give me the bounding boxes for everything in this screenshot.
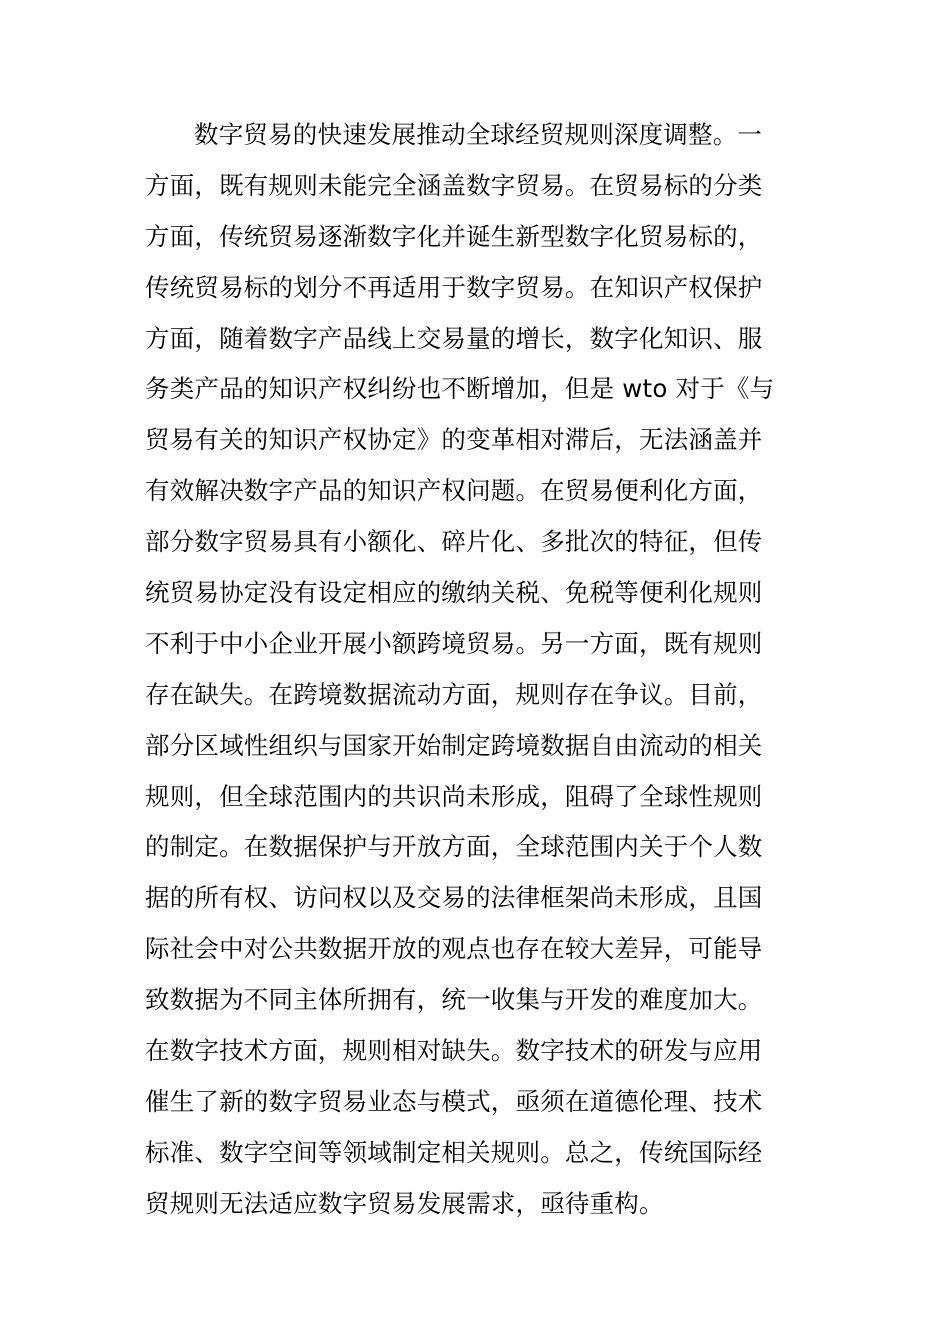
paragraph-line: 方面，既有规则未能完全涵盖数字贸易。在贸易标的分类 — [145, 170, 763, 200]
paragraph-line: 催生了新的数字贸易业态与模式，亟须在道德伦理、技术 — [145, 1086, 763, 1116]
paragraph-line: 规则，但全球范围内的共识尚未形成，阻碍了全球性规则 — [145, 781, 763, 811]
paragraph-line: 部分区域性组织与国家开始制定跨境数据自由流动的相关 — [145, 730, 763, 760]
paragraph-line: 方面，随着数字产品线上交易量的增长，数字化知识、服 — [145, 323, 763, 353]
paragraph-line: 存在缺失。在跨境数据流动方面，规则存在争议。目前， — [145, 679, 763, 709]
paragraph-line: 贸易有关的知识产权协定》的变革相对滞后，无法涵盖并 — [145, 425, 763, 455]
paragraph-line: 务类产品的知识产权纠纷也不断增加，但是 wto 对于《与 — [145, 374, 775, 404]
paragraph-line: 不利于中小企业开展小额跨境贸易。另一方面，既有规则 — [145, 628, 763, 658]
paragraph-line: 有效解决数字产品的知识产权问题。在贸易便利化方面， — [145, 476, 763, 506]
paragraph-line: 传统贸易标的划分不再适用于数字贸易。在知识产权保护 — [145, 272, 763, 302]
paragraph-line: 部分数字贸易具有小额化、碎片化、多批次的特征，但传 — [145, 527, 763, 557]
paragraph-line: 致数据为不同主体所拥有，统一收集与开发的难度加大。 — [145, 985, 763, 1015]
paragraph-line: 方面，传统贸易逐渐数字化并诞生新型数字化贸易标的， — [145, 221, 763, 251]
paragraph-line: 数字贸易的快速发展推动全球经贸规则深度调整。一 — [194, 120, 763, 149]
paragraph-line: 贸规则无法适应数字贸易发展需求，亟待重构。 — [145, 1188, 664, 1218]
paragraph-line: 据的所有权、访问权以及交易的法律框架尚未形成，且国 — [145, 883, 763, 913]
paragraph-line: 的制定。在数据保护与开放方面，全球范围内关于个人数 — [145, 832, 763, 862]
paragraph-line: 际社会中对公共数据开放的观点也存在较大差异，可能导 — [145, 934, 763, 964]
paragraph-line: 在数字技术方面，规则相对缺失。数字技术的研发与应用 — [145, 1036, 763, 1066]
paragraph-line: 标准、数字空间等领域制定相关规则。总之，传统国际经 — [145, 1137, 763, 1167]
body-paragraph — [145, 110, 807, 1230]
paragraph-line: 统贸易协定没有设定相应的缴纳关税、免税等便利化规则 — [145, 578, 763, 608]
